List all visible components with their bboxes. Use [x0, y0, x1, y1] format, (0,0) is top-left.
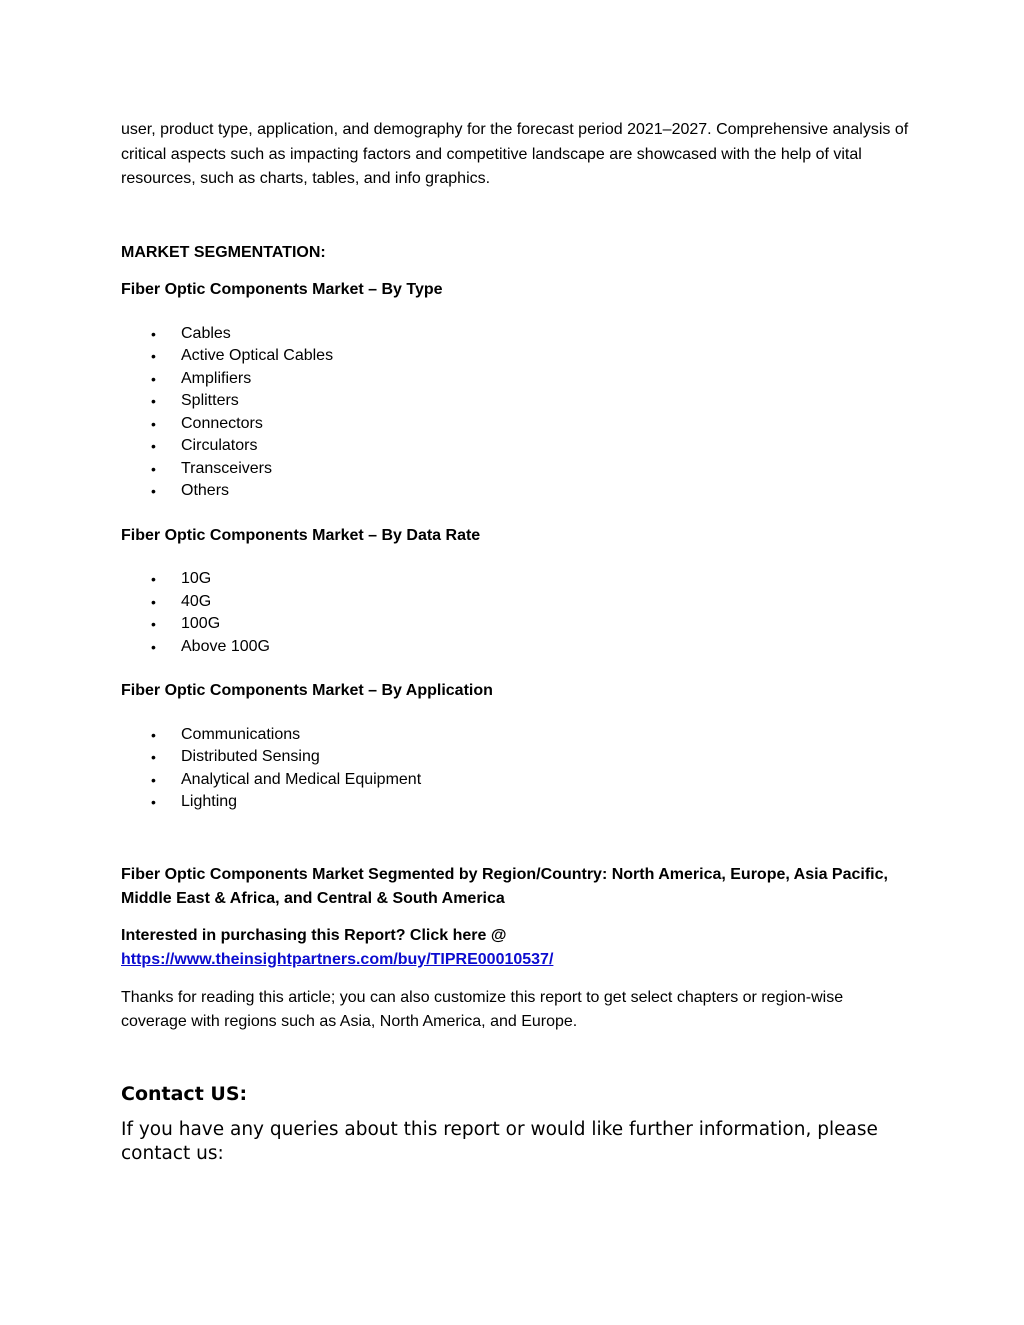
bullet-icon: • — [151, 348, 156, 364]
bullet-icon: • — [151, 749, 156, 765]
list-item: • 40G — [121, 591, 911, 614]
thanks-paragraph: Thanks for reading this article; you can also customize this report to get select chapters or region-wise coverage with regions such as Asia, North America, and Europe. — [121, 988, 844, 1030]
list-item: • Circulators — [121, 435, 911, 458]
list-item: • 100G — [121, 613, 911, 636]
by-type-heading: Fiber Optic Components Market – By Type — [121, 281, 443, 298]
list-item: • Splitters — [121, 390, 911, 413]
list-item: • Connectors — [121, 413, 911, 436]
bullet-icon: • — [151, 593, 156, 610]
purchase-prompt: Interested in purchasing this Report? Click here @ — [121, 926, 507, 944]
intro-paragraph: user, product type, application, and demography for the forecast period 2021–2027. Comprehensive analysis of critical aspects such as impacting factors and competitive landscape are showcased with the help of vital resources, such as charts, tables, and info graphics. — [121, 121, 909, 187]
bullet-icon: • — [151, 483, 156, 499]
bullet-icon: • — [151, 616, 156, 632]
list-item: • Cables — [121, 323, 911, 346]
contact-heading: Contact US: — [121, 1082, 248, 1105]
bullet-icon: • — [151, 415, 156, 432]
list-item: • Communications — [121, 724, 911, 747]
bullet-icon: • — [151, 794, 156, 810]
bullet-icon: • — [151, 726, 156, 743]
list-item: • Transceivers — [121, 458, 911, 481]
list-item: • 10G — [121, 568, 911, 591]
list-item: • Amplifiers — [121, 368, 911, 391]
document-page — [121, 118, 911, 1167]
by-data-rate-heading: Fiber Optic Components Market – By Data Rate — [121, 526, 481, 544]
list-item: • Distributed Sensing — [121, 746, 911, 769]
bullet-icon: • — [151, 638, 156, 655]
by-data-rate-list — [121, 568, 911, 658]
market-segmentation-heading: MARKET SEGMENTATION: — [121, 243, 326, 261]
bullet-icon: • — [151, 571, 156, 587]
by-application-heading: Fiber Optic Components Market – By Application — [121, 682, 493, 699]
by-type-list — [121, 323, 911, 503]
list-item: • Active Optical Cables — [121, 345, 911, 368]
buy-report-link[interactable]: https://www.theinsightpartners.com/buy/TIPRE00010537/ — [121, 951, 554, 968]
contact-text: If you have any queries about this report or would like further information, please contact us: — [121, 1118, 878, 1164]
bullet-icon: • — [151, 771, 156, 788]
list-item: • Others — [121, 480, 911, 503]
by-application-list — [121, 724, 911, 814]
region-segmentation-text: Fiber Optic Components Market Segmented by Region/Country: North America, Europe, Asia Pacific, Middle East & Africa, and Central & South America — [121, 865, 888, 907]
bullet-icon: • — [151, 460, 156, 477]
bullet-icon: • — [151, 370, 156, 387]
bullet-icon: • — [151, 438, 156, 454]
bullet-icon: • — [151, 325, 156, 342]
purchase-block — [121, 924, 911, 973]
list-item: • Lighting — [121, 791, 911, 814]
list-item: • Above 100G — [121, 636, 911, 659]
list-item: • Analytical and Medical Equipment — [121, 769, 911, 792]
bullet-icon: • — [151, 393, 156, 409]
